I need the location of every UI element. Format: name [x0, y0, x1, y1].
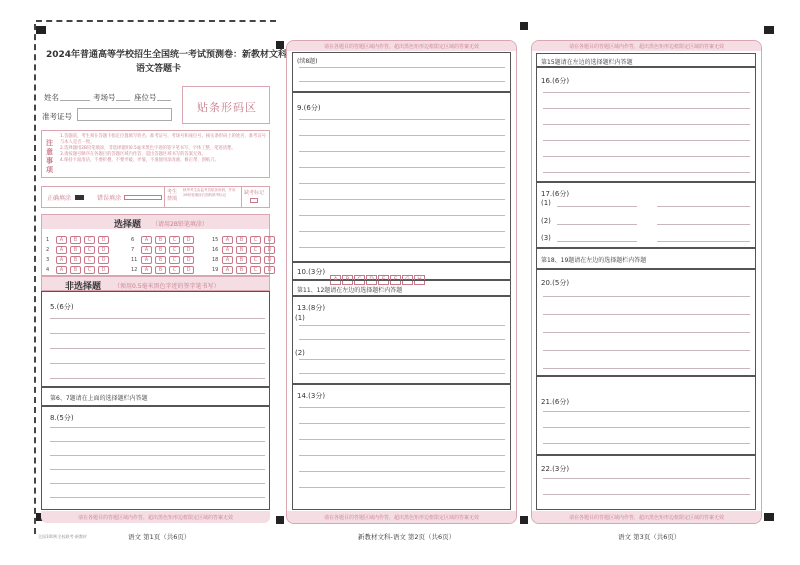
note-q15 [536, 53, 756, 67]
divider [241, 187, 242, 207]
answer-line [543, 350, 750, 351]
choice-bubble[interactable]: C [84, 236, 95, 244]
q10-option-box[interactable]: B [342, 275, 353, 285]
divider [164, 187, 165, 207]
wrong-fill-sample [124, 195, 162, 200]
note-q11-q12 [292, 280, 511, 296]
question-number: 7 [131, 247, 135, 253]
choice-bubble[interactable]: B [236, 256, 247, 264]
answer-area-q17[interactable] [536, 182, 756, 248]
choice-bubble[interactable]: B [70, 256, 81, 264]
choice-bubble[interactable]: C [169, 236, 180, 244]
choice-bubble[interactable]: C [169, 246, 180, 254]
corner-mark [520, 22, 528, 30]
top-strip-text: 请在各题目的答题区域内作答，超出黑色矩形边框限定区域的答案无效 [568, 44, 724, 50]
answer-line [543, 478, 750, 479]
notice-text [60, 134, 268, 164]
notice-line: 3.请按题号顺序在各题目的答题区域内作答，超出答题区域书写的答案无效。 [60, 152, 206, 157]
name-field[interactable] [60, 100, 90, 101]
q17-part2-label: (2) [541, 217, 551, 225]
choice-bubble[interactable]: B [70, 236, 81, 244]
answer-area-q5[interactable] [41, 291, 270, 387]
corner-mark [764, 513, 774, 521]
answer-line [50, 333, 265, 334]
notice-line: 4.保持卡面清洁，不要折叠，不要弄破、弄皱，不准使用涂改液、修正带、刮纸刀。 [60, 158, 219, 163]
answer-line [543, 124, 750, 125]
answer-line [543, 368, 750, 369]
choice-bubble[interactable]: A [141, 266, 152, 274]
q10-option-box[interactable]: D [366, 275, 377, 285]
q10-option-box[interactable]: C [354, 275, 365, 285]
answer-line [299, 119, 505, 120]
answer-area-q14[interactable] [292, 384, 511, 510]
question-number: 3 [46, 257, 50, 263]
answer-line [543, 314, 750, 315]
choice-bubble[interactable]: D [98, 246, 109, 254]
answer-line [299, 407, 505, 408]
bottom-strip [287, 511, 516, 523]
question-number: 4 [46, 267, 50, 273]
choice-bubble[interactable]: D [98, 236, 109, 244]
choice-bubble[interactable]: C [84, 266, 95, 274]
ticket-number-field[interactable] [77, 108, 172, 121]
corner-mark [520, 516, 528, 524]
nonchoice-header [41, 276, 270, 291]
choice-bubble[interactable]: D [183, 266, 194, 274]
choice-bubble[interactable]: D [264, 246, 275, 254]
answer-line [557, 224, 637, 225]
q10-option-box[interactable]: E [378, 275, 389, 285]
note-q6-q7 [41, 387, 270, 406]
answer-area-q16[interactable] [536, 67, 756, 182]
choice-bubble[interactable]: A [141, 256, 152, 264]
answer-line [299, 81, 505, 82]
choice-bubble[interactable]: B [70, 266, 81, 274]
choice-question-row [131, 236, 195, 244]
seat-field[interactable] [157, 100, 171, 101]
q9-label: 9.(6分) [297, 104, 321, 112]
choice-bubble[interactable]: A [141, 246, 152, 254]
answer-line [50, 348, 265, 349]
answer-line [543, 443, 750, 444]
answer-area-q20[interactable] [536, 269, 756, 376]
correct-fill-sample [75, 195, 84, 200]
answer-line [50, 363, 265, 364]
bottom-strip-text: 请在各题目的答题区域内作答，超出黑色矩形边框限定区域的答案无效 [77, 515, 233, 521]
choice-bubble[interactable]: A [222, 256, 233, 264]
answer-area-q21[interactable] [536, 376, 756, 455]
missing-mark-box[interactable] [250, 198, 258, 203]
choice-question-row [212, 246, 276, 254]
answer-line [299, 455, 505, 456]
choice-question-row [46, 236, 110, 244]
question-number: 19 [212, 267, 219, 273]
choice-bubble[interactable]: A [56, 256, 67, 264]
q14-label: 14.(3分) [297, 392, 326, 400]
top-strip-text: 请在各题目的答题区域内作答，超出黑色矩形边框限定区域的答案无效 [323, 44, 479, 50]
q16-label: 16.(6分) [541, 77, 570, 85]
q10-option-box[interactable]: F [390, 275, 401, 285]
choice-bubble[interactable]: B [155, 256, 166, 264]
answer-line [299, 167, 505, 168]
answer-line [657, 224, 750, 225]
bottom-strip [41, 511, 270, 523]
answer-line [557, 206, 637, 207]
question-number: 1 [46, 237, 50, 243]
choice-question-row [131, 266, 195, 274]
choice-bubble[interactable]: A [222, 266, 233, 274]
note-q15-text: 第15题请在左边的选择题栏内答题 [541, 59, 633, 66]
note-q11-q12-text: 第11、12题请在左边的选择题栏内答题 [297, 287, 403, 294]
page-footer-2: 新教材文科-语文 第2页（共6页） [358, 533, 456, 541]
answer-area-q8[interactable] [41, 406, 270, 510]
question-number: 11 [131, 257, 138, 263]
nonchoice-note: （须用0.5毫米黑色字迹的签字笔书写） [114, 283, 220, 290]
q5-label: 5.(6分) [50, 303, 74, 311]
answer-line [299, 359, 505, 360]
exam-title: 2024年普通高等学校招生全国统一考试预测卷：新教材文科 [46, 50, 288, 60]
notice-box [41, 130, 270, 178]
answer-line [299, 373, 505, 374]
choice-question-row [212, 236, 276, 244]
answer-line [543, 140, 750, 141]
bottom-strip-text: 请在各题目的答题区域内作答，超出黑色矩形边框限定区域的答案无效 [568, 515, 724, 521]
choice-bubble[interactable]: A [56, 236, 67, 244]
missing-mark-label: 缺考标记 [244, 190, 265, 196]
choice-title: 选择题 [114, 220, 142, 230]
choice-question-row [212, 256, 276, 264]
answer-line [543, 427, 750, 428]
answer-line [543, 296, 750, 297]
bottom-strip [532, 511, 761, 523]
correct-fill-label: 正确填涂 [47, 195, 72, 202]
answer-line [299, 439, 505, 440]
choice-bubble[interactable]: D [183, 236, 194, 244]
absent-note: 缺考考生由监考员贴条形码，并用2B铅笔填涂右面的缺考标记 [183, 188, 236, 197]
q17-part3-label: (3) [541, 234, 551, 242]
seat-label: 座位号 [134, 93, 157, 102]
notice-line: 1.答题前，考生须在答题卡指定位置填写姓名、准考证号，考场号和座位号。核实条形码上的姓名、准考证号与本人是否一致。 [60, 134, 267, 145]
answer-line [299, 183, 505, 184]
notice-line: 2.选择题用2B铅笔填涂，非选择题用0.5毫米黑色字迹的签字笔书写，字体工整，笔迹清楚。 [60, 146, 236, 151]
choice-bubble[interactable]: D [264, 236, 275, 244]
answer-line [50, 427, 265, 428]
note-q18-q19 [536, 248, 756, 269]
answer-area-q9[interactable] [292, 92, 511, 262]
nonchoice-title: 非选择题 [65, 282, 102, 292]
question-number: 2 [46, 247, 50, 253]
continued-label: (续8题) [297, 58, 318, 65]
choice-bubble[interactable]: A [56, 246, 67, 254]
choice-bubble[interactable]: B [70, 246, 81, 254]
answer-line [50, 441, 265, 442]
answer-line [299, 215, 505, 216]
answer-line [299, 199, 505, 200]
corner-mark [764, 26, 774, 34]
answer-line [299, 231, 505, 232]
page-footer-1: 语文 第1页（共6页） [128, 533, 191, 541]
question-number: 18 [212, 257, 219, 263]
absent-label: 考生禁填 [167, 189, 178, 202]
fill-example-box [41, 186, 270, 208]
notice-title: 注意事项 [46, 139, 53, 174]
ticket-label: 准考证号 [42, 112, 72, 121]
answer-line [299, 471, 505, 472]
answer-line [543, 92, 750, 93]
choice-bubble[interactable]: D [98, 256, 109, 264]
question-number: 15 [212, 237, 219, 243]
question-number: 16 [212, 247, 219, 253]
answer-line [50, 483, 265, 484]
answer-line [299, 339, 505, 340]
choice-bubble[interactable]: D [264, 266, 275, 274]
answer-line [50, 497, 265, 498]
answer-line [299, 487, 505, 488]
answer-line [657, 241, 750, 242]
answer-line [299, 135, 505, 136]
answer-line [50, 469, 265, 470]
answer-line [543, 494, 750, 495]
choice-bubble[interactable]: B [155, 266, 166, 274]
choice-bubble[interactable]: C [250, 266, 261, 274]
answer-line [543, 411, 750, 412]
answer-area-q13[interactable] [292, 296, 511, 384]
answer-line [543, 156, 750, 157]
choice-question-row [212, 266, 276, 274]
choice-question-row [46, 256, 110, 264]
exam-room-field[interactable] [116, 100, 130, 101]
choice-bubble[interactable]: D [183, 246, 194, 254]
q10-label: 10.(3分) [297, 268, 326, 276]
answer-line [299, 151, 505, 152]
choice-question-row [131, 256, 195, 264]
answer-line [50, 455, 265, 456]
corner-mark [36, 26, 46, 34]
choice-bubble[interactable]: D [98, 266, 109, 274]
answer-line [543, 172, 750, 173]
choice-bubble[interactable]: C [169, 266, 180, 274]
choice-bubble[interactable]: A [222, 246, 233, 254]
choice-bubble[interactable]: B [236, 236, 247, 244]
question-number: 12 [131, 267, 138, 273]
answer-line [299, 423, 505, 424]
choice-bubble[interactable]: A [141, 236, 152, 244]
name-label: 姓名 [44, 93, 59, 102]
q13-part2-label: (2) [295, 349, 305, 357]
top-dashed-border [36, 20, 276, 22]
choice-bubble[interactable]: C [250, 246, 261, 254]
answer-line [543, 332, 750, 333]
top-strip [287, 41, 516, 51]
choice-note: （请用2B铅笔填涂） [152, 221, 208, 228]
footer-left: 全国100所名校联考·新教材 [38, 534, 87, 539]
answer-line [50, 378, 265, 379]
choice-question-row [46, 246, 110, 254]
q17-part1-label: (1) [541, 199, 551, 207]
note-q18-q19-text: 第18、19题请在左边的选择题栏内答题 [541, 257, 647, 264]
choice-bubble[interactable]: C [250, 256, 261, 264]
choice-bubble[interactable]: C [84, 246, 95, 254]
answer-line [299, 247, 505, 248]
choice-bubble[interactable]: C [84, 256, 95, 264]
choice-bubble[interactable]: C [169, 256, 180, 264]
q21-label: 21.(6分) [541, 398, 570, 406]
answer-line [299, 67, 505, 68]
choice-question-row [131, 246, 195, 254]
barcode-label: 贴条形码区 [197, 101, 257, 114]
corner-mark [276, 516, 284, 524]
choice-bubble[interactable]: D [264, 256, 275, 264]
answer-line [543, 108, 750, 109]
choice-bubble[interactable]: C [250, 236, 261, 244]
q20-label: 20.(5分) [541, 279, 570, 287]
answer-line [657, 206, 750, 207]
card-title: 语文答题卡 [136, 64, 182, 74]
question-number: 6 [131, 237, 135, 243]
q10-option-box[interactable]: G [402, 275, 413, 285]
q13-label: 13.(8分) [297, 304, 326, 312]
choice-bubble[interactable]: D [183, 256, 194, 264]
q10-option-box[interactable]: H [414, 275, 425, 285]
q13-part1-label: (1) [295, 314, 305, 322]
answer-line [299, 325, 505, 326]
answer-line [557, 241, 637, 242]
page-footer-3: 语文 第3页（共6页） [618, 533, 681, 541]
choice-bubble[interactable]: A [222, 236, 233, 244]
choice-bubble[interactable]: B [236, 266, 247, 274]
q10-option-box[interactable]: A [330, 275, 341, 285]
q17-label: 17.(6分) [541, 190, 570, 198]
answer-area-q8-cont[interactable] [292, 52, 511, 92]
barcode-area [182, 86, 270, 124]
note-q6-q7-text: 第6、7题请在上面的选择题栏内答题 [50, 395, 148, 402]
wrong-fill-label: 错误填涂 [97, 195, 122, 202]
answer-area-q10 [292, 262, 511, 283]
top-strip [532, 41, 761, 51]
q8-label: 8.(5分) [50, 414, 74, 422]
bottom-strip-text: 请在各题目的答题区域内作答，超出黑色矩形边框限定区域的答案无效 [323, 515, 479, 521]
choice-bubble[interactable]: B [236, 246, 247, 254]
q22-label: 22.(3分) [541, 465, 570, 473]
answer-area-q22[interactable] [536, 455, 756, 510]
choice-bubble[interactable]: B [155, 236, 166, 244]
left-dashed-border [34, 24, 36, 534]
choice-bubble[interactable]: B [155, 246, 166, 254]
exam-room-label: 考场号 [93, 93, 116, 102]
choice-question-row [46, 266, 110, 274]
choice-bubble[interactable]: A [56, 266, 67, 274]
answer-line [50, 318, 265, 319]
